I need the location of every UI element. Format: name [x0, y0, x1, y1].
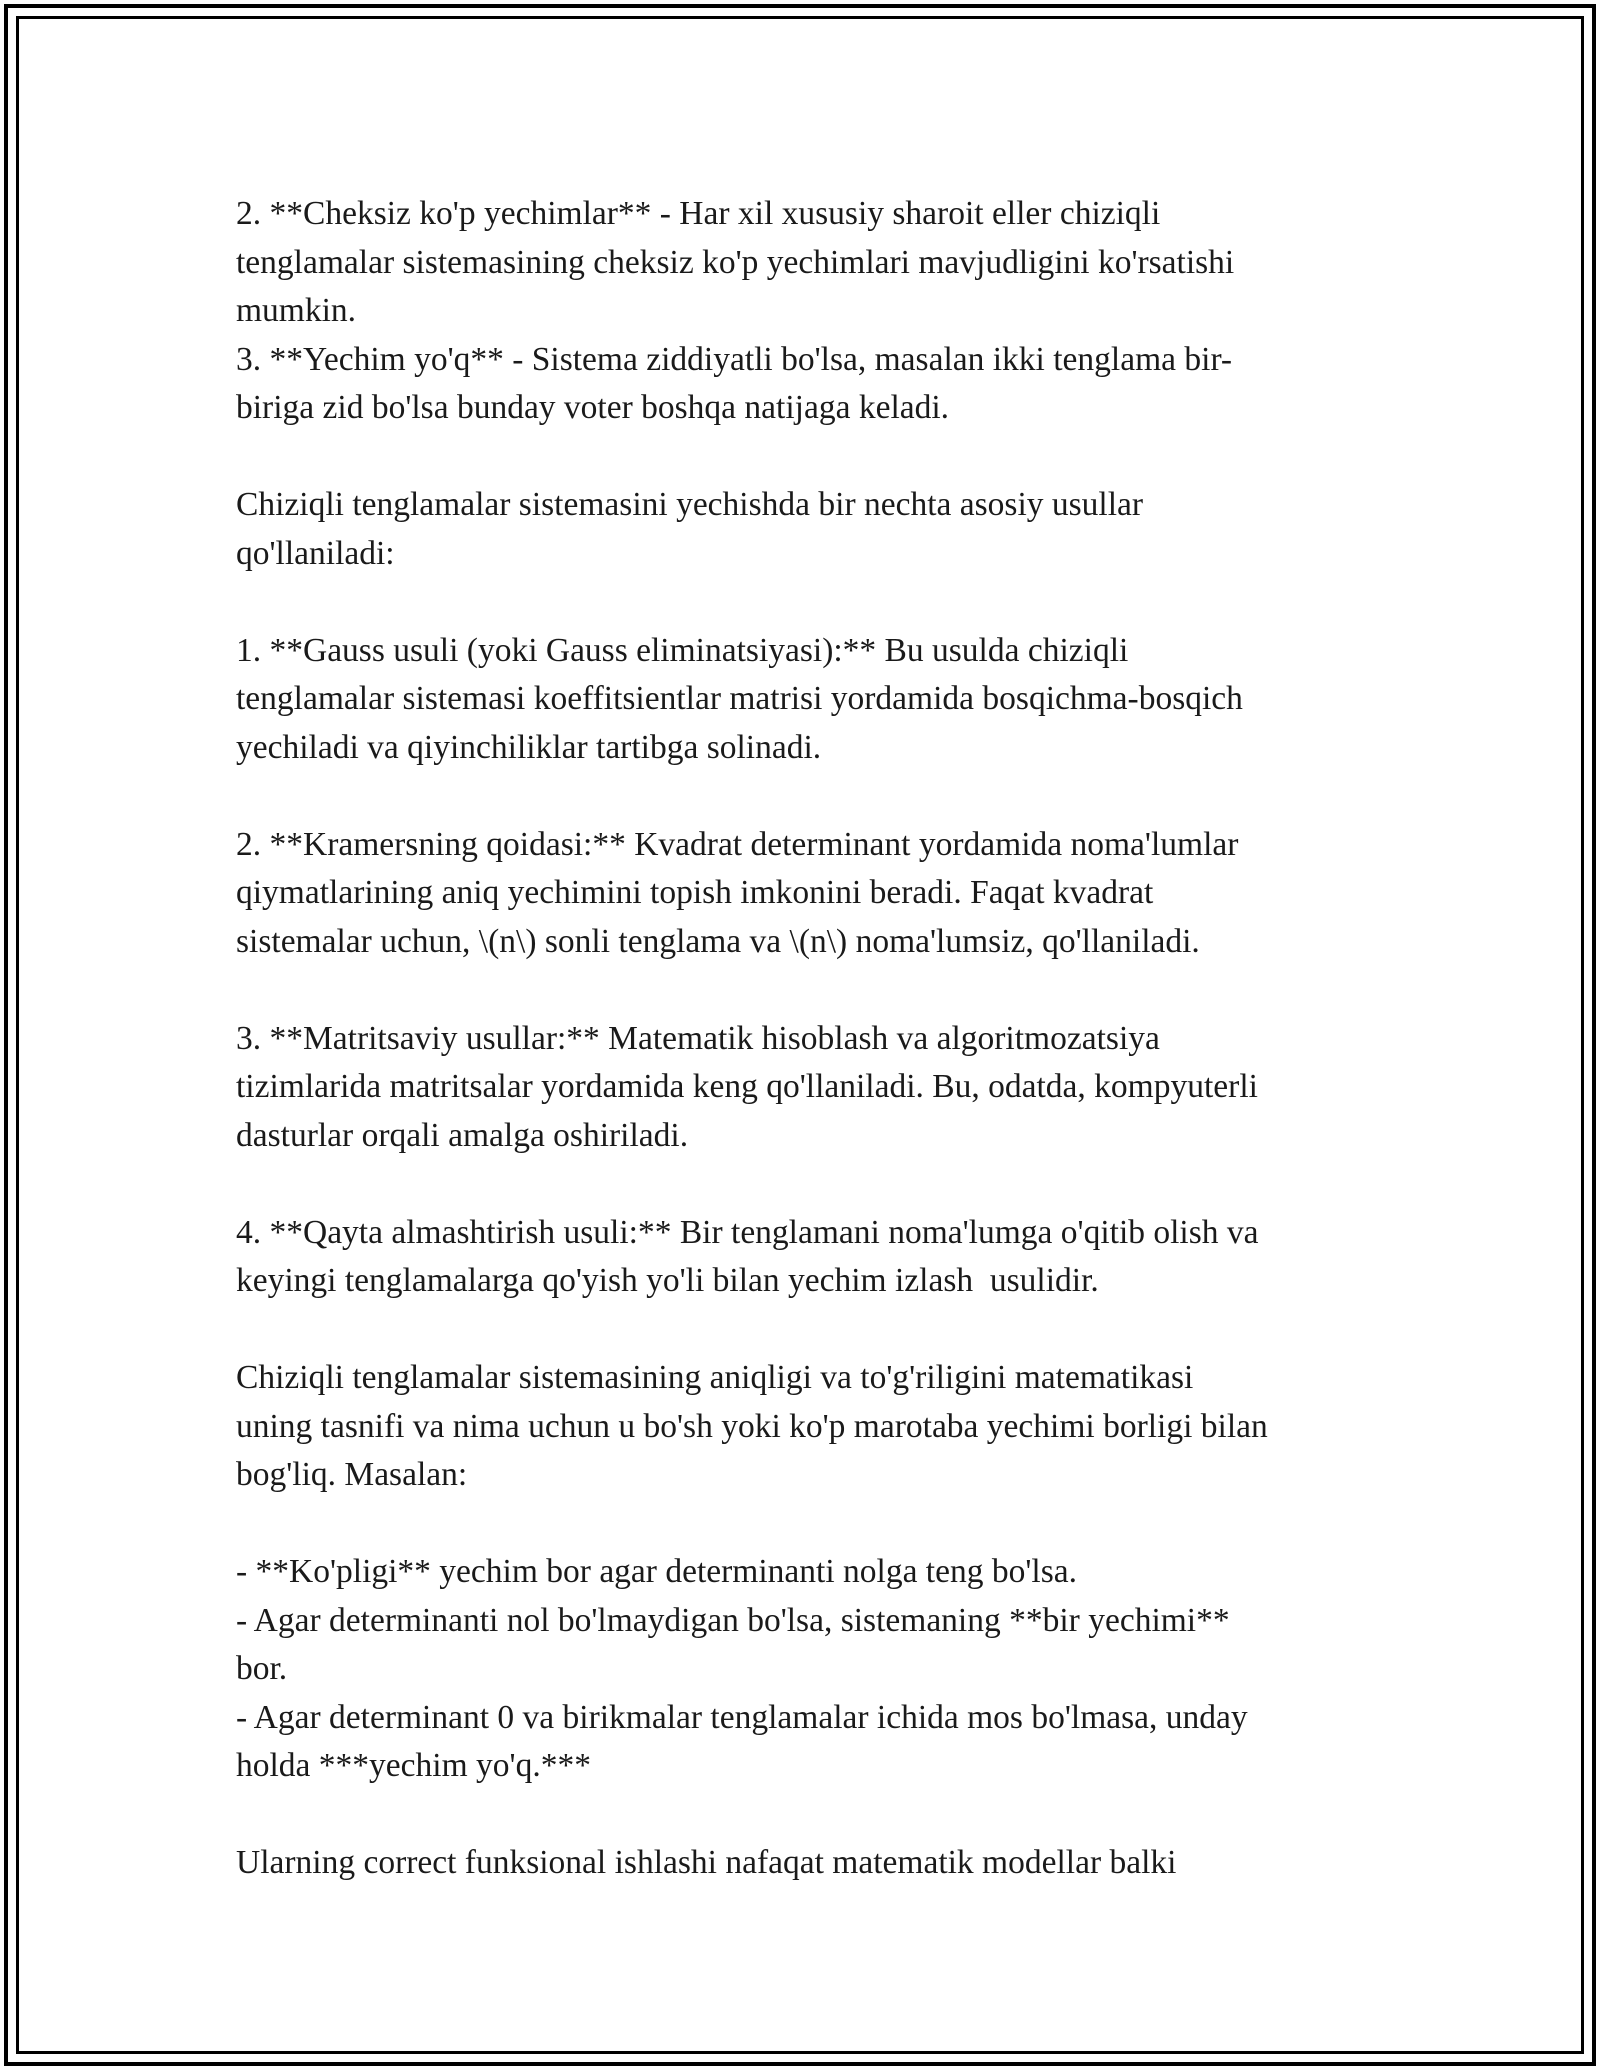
text-line: holda ***yechim yo'q.*** — [236, 1747, 591, 1784]
document-body — [236, 190, 1386, 1888]
text-line: tenglamalar sistemasi koeffitsientlar matrisi yordamida bosqichma-bosqich — [236, 680, 1243, 717]
text-line: - Agar determinant 0 va birikmalar tenglamalar ichida mos bo'lmasa, unday — [236, 1698, 1248, 1736]
blank-line — [236, 1160, 1386, 1209]
text-line: uning tasnifi va nima uchun u bo'sh yoki ko'p marotaba yechimi borligi bilan — [236, 1407, 1268, 1445]
text-line: 3. **Matritsaviy usullar:** Matematik hisoblash va algoritmozatsiya — [236, 1019, 1160, 1057]
text-line: - Agar determinanti nol bo'lmaydigan bo'lsa, sistemaning **bir yechimi** — [236, 1601, 1230, 1639]
text-line: 2. **Kramersning qoidasi:** Kvadrat determinant yordamida noma'lumlar — [236, 825, 1239, 863]
text-line: tenglamalar sistemasining cheksiz ko'p yechimlari mavjudligini ko'rsatishi — [236, 243, 1235, 281]
blank-line — [236, 433, 1386, 482]
blank-line — [236, 1306, 1386, 1355]
blank-line — [236, 1500, 1386, 1549]
text-line: Ularning correct funksional ishlashi nafaqat matematik modellar balki — [236, 1844, 1177, 1881]
text-line: bog'liq. Masalan: — [236, 1456, 468, 1493]
blank-line — [236, 1791, 1386, 1840]
text-line: 2. **Cheksiz ko'p yechimlar** - Har xil xususiy sharoit eller chiziqli — [236, 195, 1161, 232]
blank-line — [236, 966, 1386, 1015]
text-line: yechiladi va qiyinchiliklar tartibga solinadi. — [236, 728, 822, 766]
text-line: sistemalar uchun, \(n\) sonli tenglama va \(n\) noma'lumsiz, qo'llaniladi. — [236, 922, 1200, 960]
text-line: Chiziqli tenglamalar sistemasini yechishda bir nechta asosiy usullar — [236, 486, 1144, 523]
text-line: biriga zid bo'lsa bunday voter boshqa natijaga keladi. — [236, 389, 950, 426]
text-line: 4. **Qayta almashtirish usuli:** Bir tenglamani noma'lumga o'qitib olish va — [236, 1213, 1259, 1251]
text-line: keyingi tenglamalarga qo'yish yo'li bilan yechim izlash usulidir. — [236, 1262, 1099, 1299]
text-line: dasturlar orqali amalga oshiriladi. — [236, 1116, 689, 1154]
blank-line — [236, 772, 1386, 821]
text-line: qo'llaniladi: — [236, 534, 395, 572]
text-line: - **Ko'pligi** yechim bor agar determinanti nolga teng bo'lsa. — [236, 1553, 1077, 1590]
text-line: Chiziqli tenglamalar sistemasining aniqligi va to'g'riligini matematikasi — [236, 1359, 1194, 1396]
blank-line — [236, 578, 1386, 627]
text-line: bor. — [236, 1650, 288, 1687]
text-line: 3. **Yechim yo'q** - Sistema ziddiyatli bo'lsa, masalan ikki tenglama bir- — [236, 340, 1233, 378]
text-line: 1. **Gauss usuli (yoki Gauss eliminatsiyasi):** Bu usulda chiziqli — [236, 631, 1129, 669]
text-line: tizimlarida matritsalar yordamida keng qo'llaniladi. Bu, odatda, kompyuterli — [236, 1068, 1258, 1105]
text-line: qiymatlarining aniq yechimini topish imkonini beradi. Faqat kvadrat — [236, 874, 1154, 911]
text-line: mumkin. — [236, 292, 357, 329]
